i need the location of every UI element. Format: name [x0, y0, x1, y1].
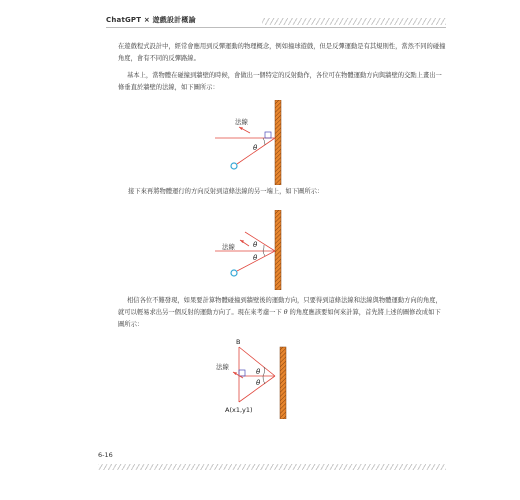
- figure-incidence: [215, 100, 305, 185]
- wall: [280, 347, 286, 419]
- paragraph-calculation: [118, 295, 446, 331]
- theta-symbol: θ: [283, 309, 288, 316]
- theta-label-bottom: θ: [256, 379, 261, 387]
- theta-label-bottom: θ: [253, 254, 258, 262]
- figure-triangle: [215, 334, 305, 419]
- reflected-path: [245, 232, 275, 251]
- angle-arc-bottom: [263, 376, 265, 384]
- page-number: 6-16: [98, 451, 113, 459]
- point-a-label: A(x1,y1): [225, 406, 253, 414]
- book-header-title: ChatGPT × 遊戲設計概論: [106, 16, 196, 24]
- angle-arc-bottom: [263, 251, 265, 256]
- ball: [231, 270, 237, 276]
- right-angle-marker: [265, 132, 271, 138]
- right-angle-marker: [239, 370, 245, 376]
- theta-label-top: θ: [253, 241, 258, 249]
- paragraph-calculation-part1: 相信各位不難發現，如果要計算物體碰撞到牆壁後的運動方向，只要得到這條法線和法線與物體運動方向的角度，就可以輕易求出另一個反射的運動方向了。現在來考慮一下: [118, 297, 442, 316]
- paragraph-intro: 在遊戲程式設計中，經常會應用到反彈運動的物理概念，例如撞球遊戲，但是反彈運動是有其規則性，當然不同的碰撞角度，會有不同的反彈路線。: [118, 43, 446, 62]
- theta-label: θ: [253, 144, 258, 152]
- footer-stripe-decoration: [98, 464, 446, 470]
- wall: [275, 210, 281, 290]
- header-divider: [106, 27, 446, 28]
- figure-reflection: [215, 210, 305, 290]
- normal-label: 法線: [222, 243, 235, 251]
- paragraph-normal-line: 基本上，當物體在碰撞到牆壁的時候，會做出一個特定的反射動作，各位可在物體運動方向與牆壁的交點上畫出一條垂直於牆壁的法線，如下圖所示：: [118, 72, 442, 91]
- angle-arc-top: [263, 367, 264, 376]
- point-b-label: B: [236, 338, 241, 346]
- paragraph-reflect: 接下來再將物體運行的方向反射到這條法線的另一端上，如下圖所示：: [128, 188, 324, 195]
- header-stripe-decoration: [262, 18, 446, 25]
- ball: [231, 163, 237, 169]
- angle-arc-top: [263, 245, 264, 251]
- angle-arc: [263, 138, 265, 145]
- normal-label: 法線: [216, 363, 229, 371]
- normal-label: 法線: [235, 118, 248, 126]
- theta-label-top: θ: [256, 368, 261, 376]
- paragraph-calculation-part2: 的角度應該要如何來計算，首先將上述的圖修改成如下圖所示：: [118, 309, 441, 328]
- wall: [275, 100, 281, 185]
